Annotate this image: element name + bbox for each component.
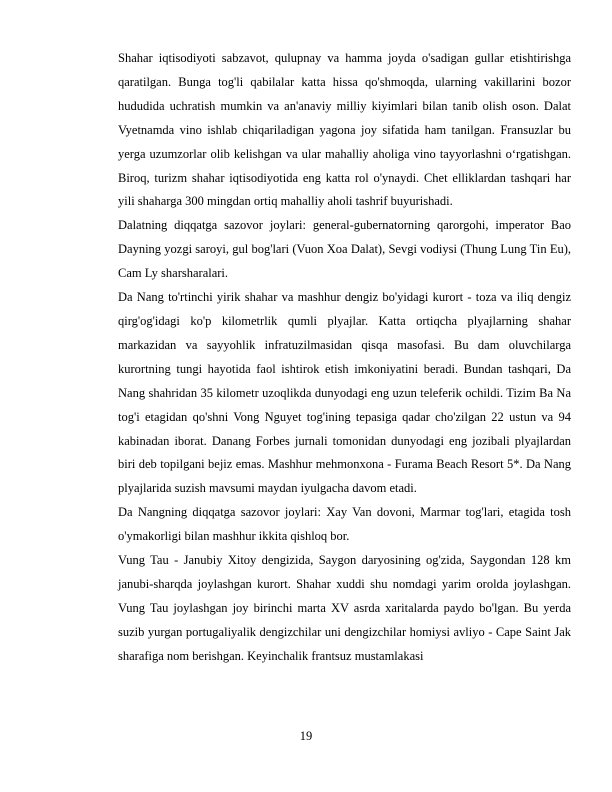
paragraph-da-nang-text: Da Nang to'rtinchi yirik shahar va mashhur dengiz bo'yidagi kurort - toza va iliq dengiz qirg'og'idagi ko'p kilometrlik qumli plyajlar. Katta ortiqcha plyajlarning shahar markazidan va sayyohlik infratuzilmasidan qisqa masofasi. Bu dam oluvchilarga kurortning tungi hayotida faol ishtirok etish imkoniyatini beradi. Bundan tashqari, Da Nang shahridan 35 kilometr uzoqlikda dunyodagi eng uzun teleferik ochildi. Tizim Ba Na tog'i etagidan qo'shni Vong Nguyet tog'ining tepasiga qadar cho'zilgan 22 ustun va 94 kabinadan iborat. Danang Forbes jurnali tomonidan dunyodagi eng jozibali plyajlardan biri deb topilgani bejiz emas. Mashhur mehmonxona - Furama Beach Resort 5*. Da Nang plyajlarida suzish mavsumi maydan iyulgacha davom etadi.: [118, 290, 571, 496]
page-number: 19: [299, 729, 313, 743]
body-text: [118, 47, 571, 669]
paragraph-da-nang-sights: [118, 501, 571, 549]
paragraph-economy-text: Shahar iqtisodiyoti sabzavot, qulupnay va hamma joyda o'sadigan gullar etishtirishga qaratilgan. Bunga tog'li qabilalar katta hissa qo'shmoqda, ularning vakillarini bozor hududida uchratish mumkin va an'anaviy milliy kiyimlari bilan tanib olish oson. Dalat Vyetnamda vino ishlab chiqariladigan yagona joy sifatida ham tanilgan. Fransuzlar bu yerga uzumzorlar olib kelishgan va ular mahalliy aholiga vino tayyorlashni o‘rgatishgan. Biroq, turizm shahar iqtisodiyotida eng katta rol o'ynaydi. Chet elliklardan tashqari har yili shaharga 300 mingdan ortiq mahalliy aholi tashrif buyurishadi.: [118, 51, 571, 209]
paragraph-dalat-sights: [118, 214, 571, 286]
paragraph-dalat-sights-text: Dalatning diqqatga sazovor joylari: general-gubernatorning qarorgohi, imperator Bao Dayning yozgi saroyi, gul bog'lari (Vuon Xoa Dalat), Sevgi vodiysi (Thung Lung Tin Eu), Cam Ly sharsharalari.: [118, 218, 571, 281]
paragraph-da-nang-sights-text: Da Nangning diqqatga sazovor joylari: Xay Van dovoni, Marmar tog'lari, etagida tosh o'ymakorligi bilan mashhur ikkita qishloq bor.: [118, 505, 571, 544]
paragraph-vung-tau: [118, 549, 571, 669]
paragraph-vung-tau-text: Vung Tau - Janubiy Xitoy dengizida, Saygon daryosining og'zida, Saygondan 128 km janubi-sharqda joylashgan kurort. Shahar xuddi shu nomdagi yarim orolda joylashgan. Vung Tau joylashgan joy birinchi marta XV asrda xaritalarda paydo bo'lgan. Bu yerda suzib yurgan portugaliyalik dengizchilar uni dengizchilar homiysi avliyo - Cape Saint Jak sharafiga nom berishgan. Keyinchalik frantsuz mustamlakasi: [118, 553, 571, 663]
paragraph-economy: [118, 47, 571, 214]
paragraph-da-nang: [118, 286, 571, 501]
